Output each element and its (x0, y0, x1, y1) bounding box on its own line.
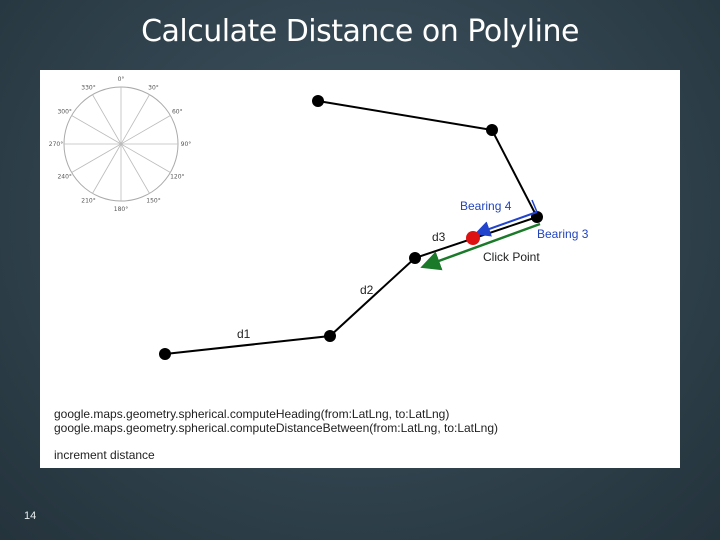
compass-label: 330° (81, 84, 96, 92)
code-compute-heading: google.maps.geometry.spherical.computeHeading(from:LatLng, to:LatLng) (54, 407, 450, 421)
vertex-2[interactable] (324, 330, 336, 342)
compass-spoke (93, 95, 122, 144)
code-compute-distance: google.maps.geometry.spherical.computeDistanceBetween(from:LatLng, to:LatLng) (54, 421, 499, 435)
bearing4-label: Bearing 4 (460, 199, 512, 213)
d3-label: d3 (432, 230, 446, 244)
bearing4-arrow (478, 212, 537, 233)
compass-label: 0° (117, 76, 125, 83)
compass-label: 60° (171, 108, 183, 116)
slide-title: Calculate Distance on Polyline (141, 14, 579, 49)
click-point[interactable] (466, 231, 480, 245)
compass-label: 180° (113, 206, 129, 213)
d2-label: d2 (360, 283, 374, 297)
diagram-panel (40, 70, 680, 468)
page-number: 14 (24, 510, 37, 522)
compass-label: 270° (48, 141, 64, 148)
increment-distance-text: increment distance (54, 448, 155, 462)
compass-spoke (121, 116, 170, 145)
compass-label: 210° (81, 197, 96, 205)
vertex-1[interactable] (159, 348, 171, 360)
vertex-6[interactable] (312, 95, 324, 107)
compass-spoke (121, 144, 170, 173)
compass-label: 240° (57, 173, 72, 181)
click-point-label: Click Point (483, 250, 540, 264)
polyline (165, 101, 537, 354)
compass-label: 150° (146, 197, 161, 205)
compass-rose (49, 76, 192, 213)
compass-spoke (72, 116, 121, 145)
compass-spoke (93, 144, 122, 193)
d1-label: d1 (237, 327, 251, 341)
compass-spoke (121, 144, 150, 193)
compass-spoke (121, 95, 150, 144)
compass-label: 300° (57, 108, 72, 116)
bearing3-label: Bearing 3 (537, 227, 589, 241)
compass-spokes (64, 84, 178, 201)
vertex-5[interactable] (486, 124, 498, 136)
compass-label: 120° (170, 173, 185, 181)
compass-spoke (72, 144, 121, 173)
compass-label: 30° (148, 84, 159, 92)
vertex-3[interactable] (409, 252, 421, 264)
code-block (54, 407, 498, 435)
compass-label: 90° (180, 141, 192, 148)
